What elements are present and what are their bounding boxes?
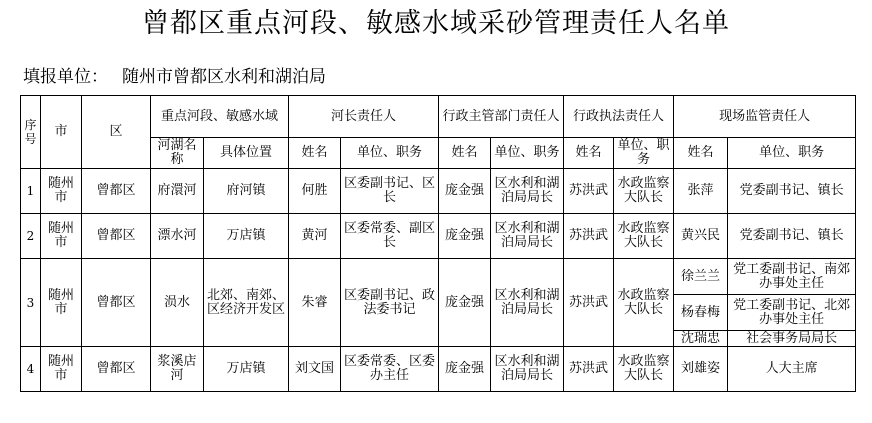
cell-chief-title: 区委副书记、政法委书记 xyxy=(341,259,439,347)
header-city: 市 xyxy=(41,96,82,169)
cell-admin-name: 庞金强 xyxy=(439,347,491,392)
cell-location: 万店镇 xyxy=(204,347,289,392)
header-site-supervision: 现场监管责任人 xyxy=(674,96,856,138)
header-chief-name: 姓名 xyxy=(289,138,341,169)
header-admin-title: 单位、职务 xyxy=(491,138,564,169)
cell-river-name: 涢水 xyxy=(151,259,204,347)
cell-admin-title: 区水利和湖泊局局长 xyxy=(491,347,564,392)
cell-chief-name: 黄河 xyxy=(289,214,341,259)
responsibility-table xyxy=(20,95,856,392)
table-row xyxy=(21,214,856,259)
cell-location: 府河镇 xyxy=(204,169,289,214)
header-supervisor-title: 单位、职务 xyxy=(728,138,856,169)
cell-supervisor-title: 社会事务局局长 xyxy=(728,331,856,347)
cell-city: 随州市 xyxy=(41,259,82,347)
cell-law-title: 水政监察大队长 xyxy=(614,259,674,347)
cell-law-title: 水政监察大队长 xyxy=(614,347,674,392)
cell-district: 曾都区 xyxy=(82,169,151,214)
cell-river-name: 府澴河 xyxy=(151,169,204,214)
cell-district: 曾都区 xyxy=(82,347,151,392)
header-river-section: 重点河段、敏感水域 xyxy=(151,96,289,138)
table-header xyxy=(21,96,856,169)
cell-location: 万店镇 xyxy=(204,214,289,259)
cell-chief-title: 区委副书记、区长 xyxy=(341,169,439,214)
header-admin-dept: 行政主管部门责任人 xyxy=(439,96,564,138)
cell-chief-name: 朱睿 xyxy=(289,259,341,347)
cell-supervisor-title: 党工委副书记、南郊办事处主任 xyxy=(728,259,856,295)
header-supervisor-name: 姓名 xyxy=(674,138,728,169)
cell-seq: 2 xyxy=(21,214,41,259)
cell-district: 曾都区 xyxy=(82,214,151,259)
cell-law-name: 苏洪武 xyxy=(564,214,614,259)
table-body xyxy=(21,169,856,392)
cell-chief-title: 区委常委、区委办主任 xyxy=(341,347,439,392)
header-district: 区 xyxy=(82,96,151,169)
table-row xyxy=(21,259,856,295)
cell-admin-name: 庞金强 xyxy=(439,169,491,214)
header-chief-title: 单位、职务 xyxy=(341,138,439,169)
cell-city: 随州市 xyxy=(41,214,82,259)
table-row xyxy=(21,169,856,214)
header-law-title: 单位、职务 xyxy=(614,138,674,169)
cell-river-name: 漂水河 xyxy=(151,214,204,259)
header-river-chief: 河长责任人 xyxy=(289,96,439,138)
cell-admin-title: 区水利和湖泊局局长 xyxy=(491,169,564,214)
cell-location: 北郊、南郊、区经济开发区 xyxy=(204,259,289,347)
cell-supervisor-name: 杨春梅 xyxy=(674,295,728,331)
cell-district: 曾都区 xyxy=(82,259,151,347)
cell-law-title: 水政监察大队长 xyxy=(614,169,674,214)
cell-admin-title: 区水利和湖泊局局长 xyxy=(491,214,564,259)
cell-law-name: 苏洪武 xyxy=(564,347,614,392)
table-row xyxy=(21,347,856,392)
cell-supervisor-title: 党委副书记、镇长 xyxy=(728,214,856,259)
cell-law-name: 苏洪武 xyxy=(564,259,614,347)
cell-supervisor-title: 人大主席 xyxy=(728,347,856,392)
fill-unit-label: 填报单位： xyxy=(23,67,108,87)
cell-chief-name: 刘文国 xyxy=(289,347,341,392)
document-title: 曾都区重点河段、敏感水域采砂管理责任人名单 xyxy=(142,8,730,39)
cell-city: 随州市 xyxy=(41,169,82,214)
header-river-name: 河湖名称 xyxy=(151,138,204,169)
cell-river-name: 浆溪店河 xyxy=(151,347,204,392)
cell-city: 随州市 xyxy=(41,347,82,392)
cell-law-name: 苏洪武 xyxy=(564,169,614,214)
header-seq: 序号 xyxy=(21,96,41,169)
cell-admin-name: 庞金强 xyxy=(439,214,491,259)
cell-admin-name: 庞金强 xyxy=(439,259,491,347)
fill-unit-line xyxy=(23,66,326,88)
cell-supervisor-title: 党工委副书记、北郊办事处主任 xyxy=(728,295,856,331)
cell-supervisor-name: 沈瑞忠 xyxy=(674,331,728,347)
cell-admin-title: 区水利和湖泊局局长 xyxy=(491,259,564,347)
cell-supervisor-title: 党委副书记、镇长 xyxy=(728,169,856,214)
header-admin-name: 姓名 xyxy=(439,138,491,169)
fill-unit-value: 随州市曾都区水利和湖泊局 xyxy=(122,67,326,87)
header-location: 具体位置 xyxy=(204,138,289,169)
header-law-name: 姓名 xyxy=(564,138,614,169)
cell-seq: 4 xyxy=(21,347,41,392)
cell-seq: 1 xyxy=(21,169,41,214)
cell-supervisor-name: 徐兰兰 xyxy=(674,259,728,295)
header-law-enforcement: 行政执法责任人 xyxy=(564,96,674,138)
cell-supervisor-name: 刘雄姿 xyxy=(674,347,728,392)
cell-chief-title: 区委常委、副区长 xyxy=(341,214,439,259)
cell-seq: 3 xyxy=(21,259,41,347)
cell-law-title: 水政监察大队长 xyxy=(614,214,674,259)
cell-chief-name: 何胜 xyxy=(289,169,341,214)
cell-supervisor-name: 张萍 xyxy=(674,169,728,214)
cell-supervisor-name: 黄兴民 xyxy=(674,214,728,259)
